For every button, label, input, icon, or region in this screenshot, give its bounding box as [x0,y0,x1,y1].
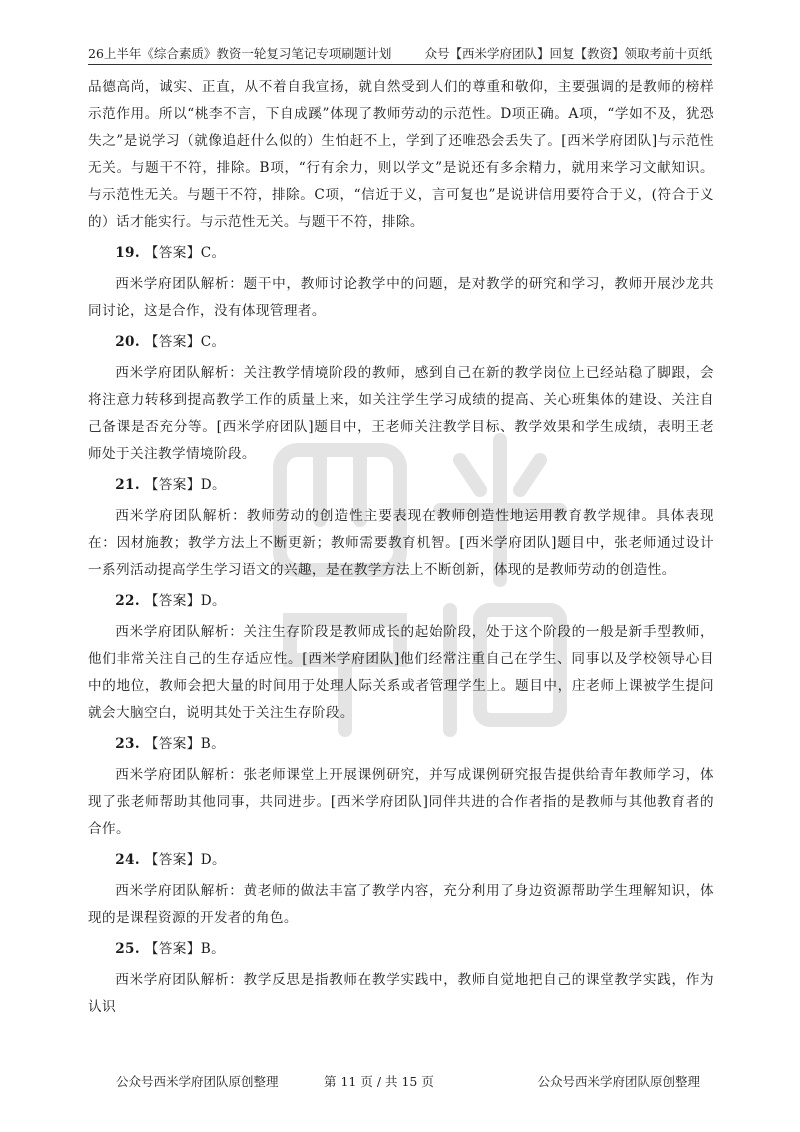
answer-line [88,329,714,356]
answer-line [88,240,714,267]
question-number: 20. [115,334,141,350]
answer-line [88,588,714,615]
analysis-paragraph: 西米学府团队解析：黄老师的做法丰富了教学内容，充分利用了身边资源帮助学生理解知识，体现的是课程资源的开发者的角色。 [88,883,714,926]
page-number: 第 11 页 / 共 15 页 [324,1074,434,1089]
answer-text: 【答案】C。 [144,245,226,261]
analysis-paragraph: 西米学府团队解析：关注教学情境阶段的教师，感到自己在新的教学岗位上已经站稳了脚跟，会将注意力转移到提高教学工作的质量上来，如关注学生学习成绩的提高、关心班集体的建设、关注自己备课是否充分等。[西米学府团队]题目中，王老师关注教学目标、教学效果和学生成绩，表明王老师处于关注教学情境阶段。 [88,365,714,462]
question-number: 25. [115,941,141,957]
answer-text: 【答案】D。 [144,852,227,868]
analysis-paragraph: 西米学府团队解析：关注生存阶段是教师成长的起始阶段，处于这个阶段的一般是新手型教师，他们非常关注自己的生存适应性。[西米学府团队]他们经常注重自己在学生、同事以及学校领导心目中的地位，教师会把大量的时间用于处理人际关系或者管理学生上。题目中，庄老师上课被学生提问就会大脑空白，说明其处于关注生存阶段。 [88,624,714,721]
header-promo: 众号【西米学府团队】回复【教资】领取考前十页纸 [424,46,712,61]
answer-line [88,731,714,758]
page-body [88,74,714,1021]
question-number: 24. [115,852,141,868]
analysis-paragraph: 西米学府团队解析：教师劳动的创造性主要表现在教师创造性地运用教育教学规律。具体表现在：因材施教；教学方法上不断更新；教师需要教育机智。[西米学府团队]题目中，张老师通过设计一系列活动提高学生学习语文的兴趣，是在教学方法上不断创新，体现的是教师劳动的创造性。 [88,508,714,578]
question-number: 19. [115,245,141,261]
page-footer [88,1072,712,1092]
analysis-paragraph: 西米学府团队解析：教学反思是指教师在教学实践中，教师自觉地把自己的课堂教学实践，作为认识 [88,972,714,1015]
question-number: 21. [115,477,141,493]
answer-line [88,936,714,963]
answer-text: 【答案】B。 [144,736,226,752]
footer-right: 公众号西米学府团队原创整理 [537,1074,700,1089]
analysis-paragraph: 品德高尚，诚实、正直，从不着自我宣扬，就自然受到人们的尊重和敬仰，主要强调的是教师的榜样示范作用。所以“桃李不言，下自成蹊”体现了教师劳动的示范性。D项正确。A项，“学如不及，犹恐失之”是说学习（就像追赶什么似的）生怕赶不上，学到了还唯恐会丢失了。[西米学府团队]与示范性无关。与题干不符，排除。B项，“行有余力，则以学文”是说还有多余精力，就用来学习文献知识。与示范性无关。与题干不符，排除。C项，“信近于义，言可复也”是说讲信用要符合于义，(符合于义的）话才能实行。与示范性无关。与题干不符，排除。 [88,79,714,230]
analysis-paragraph: 西米学府团队解析：题干中，教师讨论教学中的问题，是对教学的研究和学习，教师开展沙龙共同讨论，这是合作，没有体现管理者。 [88,276,714,319]
question-number: 23. [115,736,141,752]
answer-text: 【答案】D。 [144,477,227,493]
analysis-paragraph: 西米学府团队解析：张老师课堂上开展课例研究，并写成课例研究报告提供给青年教师学习，体现了张老师帮助其他同事，共同进步。[西米学府团队]同伴共进的合作者指的是教师与其他教育者的合作。 [88,767,714,837]
footer-left: 公众号西米学府团队原创整理 [116,1074,279,1089]
header-title: 26上半年《综合素质》教资一轮复习笔记专项刷题计划 [88,46,392,61]
question-number: 22. [115,593,141,609]
answer-text: 【答案】D。 [144,593,227,609]
answer-text: 【答案】B。 [144,941,226,957]
answer-text: 【答案】C。 [144,334,226,350]
answer-line [88,472,714,499]
answer-line [88,847,714,874]
page-header [88,44,712,65]
